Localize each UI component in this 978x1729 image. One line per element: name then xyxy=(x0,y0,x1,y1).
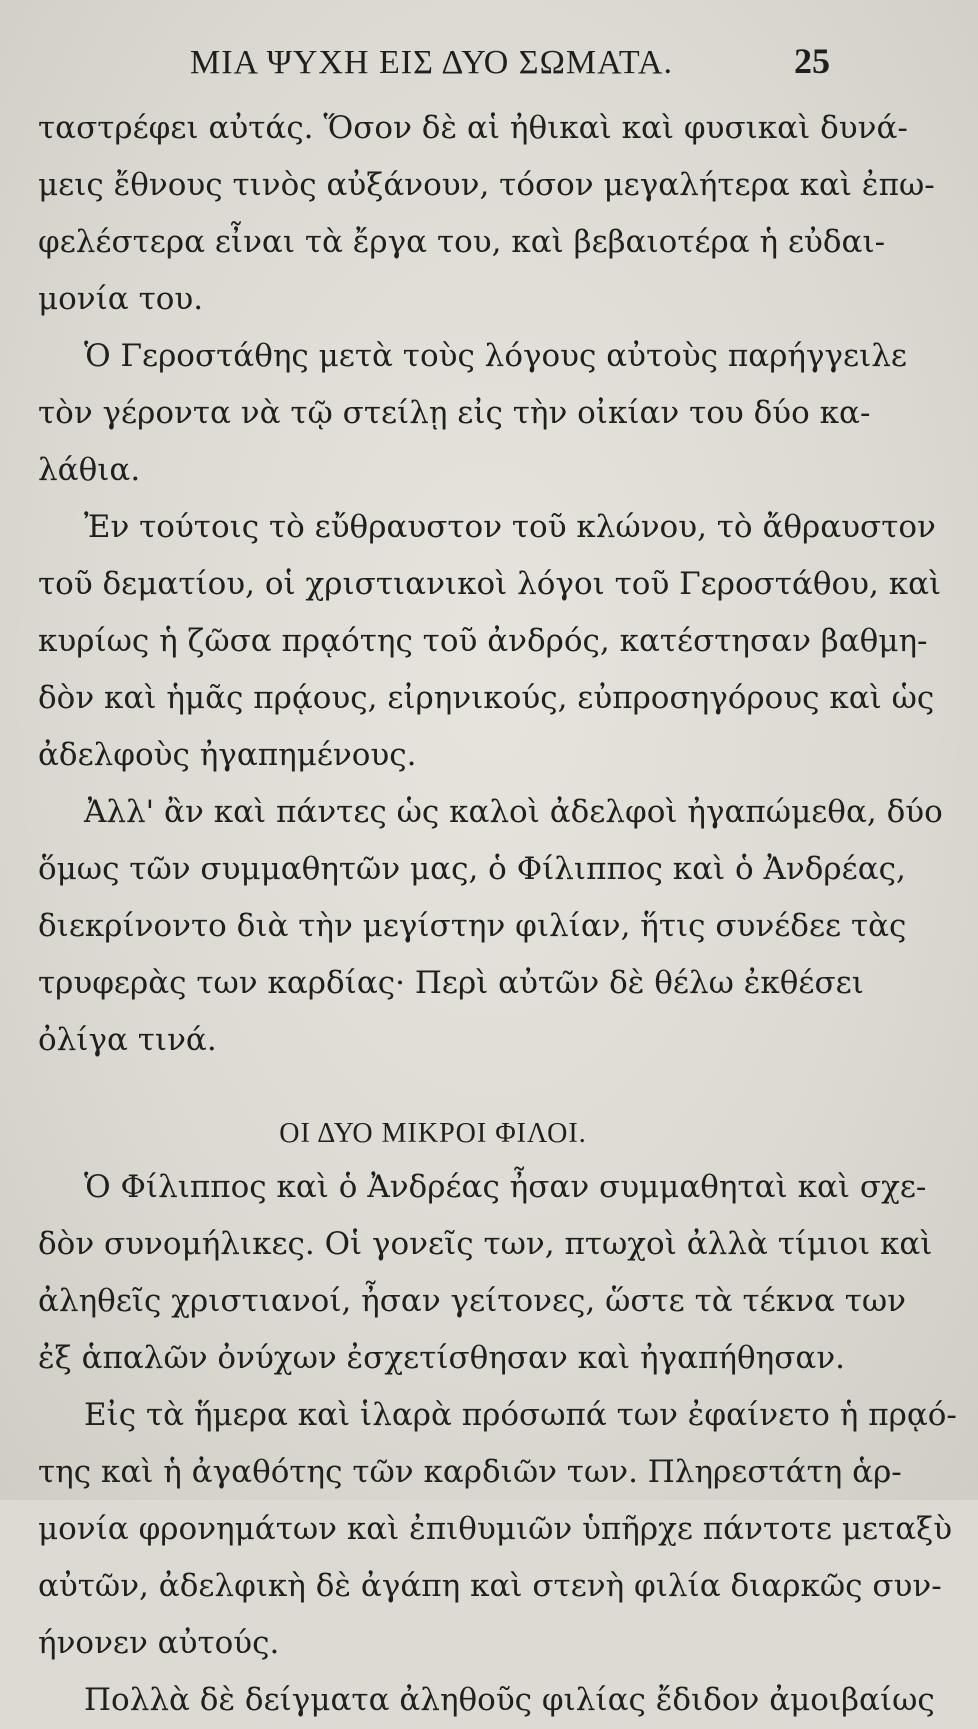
text-line: της καὶ ἡ ἀγαθότης τῶν καρδιῶν των. Πληρεστάτη ἁρ- xyxy=(38,1454,902,1490)
text-line: ἐξ ἁπαλῶν ὀνύχων ἐσχετίσθησαν καὶ ἠγαπήθησαν. xyxy=(38,1340,846,1376)
page-header xyxy=(190,40,830,90)
paragraph xyxy=(38,1159,933,1387)
paragraph xyxy=(38,784,943,1069)
text-line: Πολλὰ δὲ δείγματα ἀληθοῦς φιλίας ἔδιδον ἀμοιβαίως xyxy=(84,1682,935,1718)
section-heading: ΟΙ ΔΥΟ ΜΙΚΡΟΙ ΦΙΛΟΙ. xyxy=(279,1118,587,1149)
text-line: ἀληθεῖς χριστιανοί, ἦσαν γείτονες, ὥστε τὰ τέκνα των xyxy=(38,1283,907,1319)
text-line: κυρίως ἡ ζῶσα πρᾳότης τοῦ ἀνδρός, κατέστησαν βαθμη- xyxy=(38,623,928,659)
text-line: ταστρέφει αὐτάς. Ὅσον δὲ αἱ ἠθικαὶ καὶ φυσικαὶ δυνά- xyxy=(38,110,908,146)
text-line: φελέστερα εἶναι τὰ ἔργα του, καὶ βεβαιοτέρα ἡ εὐδαι- xyxy=(38,224,886,260)
text-line: τὸν γέροντα νὰ τῷ στείλῃ εἰς τὴν οἰκίαν του δύο κα- xyxy=(38,395,871,431)
page-number: 25 xyxy=(794,41,830,81)
text-line: Ἀλλ' ἂν καὶ πάντες ὡς καλοὶ ἀδελφοὶ ἠγαπώμεθα, δύο xyxy=(84,794,943,830)
text-line: ήνονεν αὐτούς. xyxy=(38,1625,280,1661)
text-line: διεκρίνοντο διὰ τὴν μεγίστην φιλίαν, ἥτις συνέδεε τὰς xyxy=(38,908,907,944)
text-line: μονία του. xyxy=(38,281,204,317)
text-line: τοῦ δεματίου, οἱ χριστιανικοὶ λόγοι τοῦ Γεροστάθου, καὶ xyxy=(38,566,942,602)
paragraph xyxy=(38,100,935,328)
text-line: Εἰς τὰ ἥμερα καὶ ἱλαρὰ πρόσωπά των ἐφαίνετο ἡ πρᾳό- xyxy=(84,1397,957,1433)
text-line: Ὁ Φίλιππος καὶ ὁ Ἀνδρέας ἦσαν συμμαθηταὶ καὶ σχε- xyxy=(84,1169,927,1205)
text-line: ἀδελφοὺς ἠγαπημένους. xyxy=(38,737,417,773)
paragraph xyxy=(38,1672,935,1729)
text-line: δὸν συνομήλικες. Οἱ γονεῖς των, πτωχοὶ ἀλλὰ τίμιοι καὶ xyxy=(38,1226,933,1262)
paragraph xyxy=(38,328,907,499)
text-line: αὐτῶν, ἀδελφικὴ δὲ ἀγάπη καὶ στενὴ φιλία διαρκῶς συν- xyxy=(38,1568,942,1604)
body-text xyxy=(38,100,957,1729)
text-line: μονία φρονημάτων καὶ ἐπιθυμιῶν ὑπῆρχε πάντοτε μεταξὺ xyxy=(38,1511,953,1547)
text-line: μεις ἔθνους τινὸς αὐξάνουν, τόσον μεγαλήτερα καὶ ἐπω- xyxy=(38,167,935,203)
text-line: Ὁ Γεροστάθης μετὰ τοὺς λόγους αὐτοὺς παρήγγειλε xyxy=(84,338,907,374)
paragraph xyxy=(38,499,942,784)
text-line: λάθια. xyxy=(38,452,141,488)
text-line: δὸν καὶ ἡμᾶς πρᾴους, εἰρηνικούς, εὐπροσηγόρους καὶ ὡς xyxy=(38,680,935,716)
text-line: τρυφερὰς των καρδίας· Περὶ αὐτῶν δὲ θέλω ἐκθέσει xyxy=(38,965,864,1001)
paragraph xyxy=(38,1387,957,1672)
running-title: ΜΙΑ ΨΥΧΗ ΕΙΣ ΔΥΟ ΣΩΜΑΤΑ. xyxy=(190,44,673,81)
text-line: ὀλίγα τινά. xyxy=(38,1022,217,1058)
text-line: Ἐν τούτοις τὸ εὔθραυστον τοῦ κλώνου, τὸ ἄθραυστον xyxy=(84,509,936,545)
text-line: ὅμως τῶν συμμαθητῶν μας, ὁ Φίλιππος καὶ ὁ Ἀνδρέας, xyxy=(38,851,906,887)
